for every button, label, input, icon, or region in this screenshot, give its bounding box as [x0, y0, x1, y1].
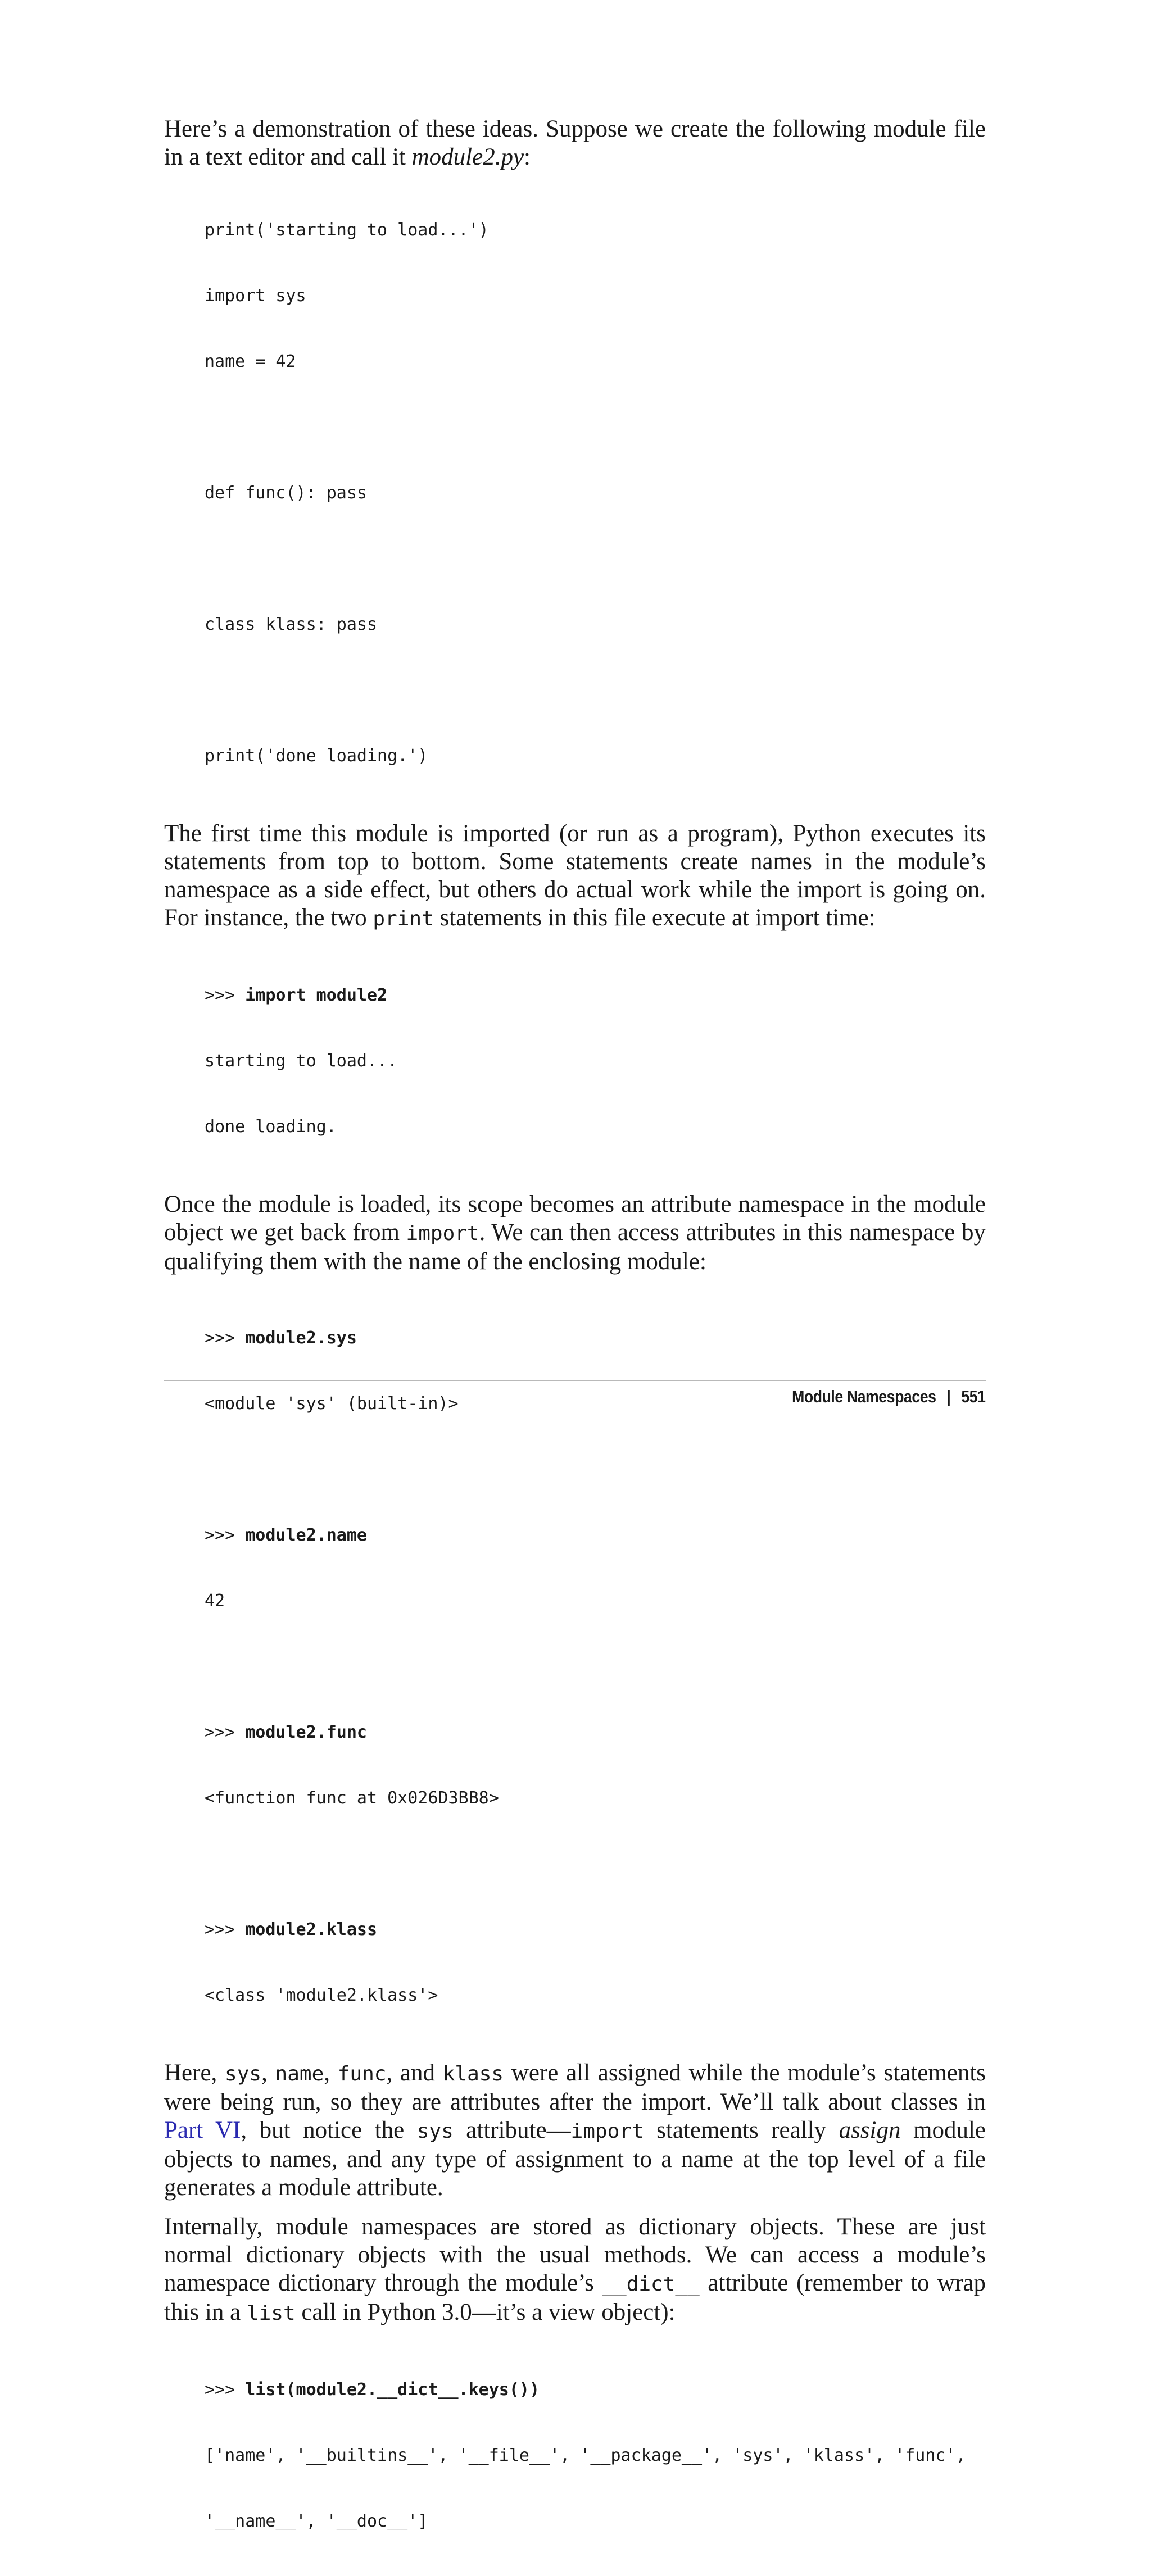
- code-output: <class 'module2.klass'>: [205, 1986, 438, 2005]
- code-block-module2: [164, 175, 986, 811]
- text: Here,: [164, 2060, 225, 2086]
- part-vi-link[interactable]: Part VI: [164, 2117, 241, 2143]
- inline-code: __dict__: [602, 2273, 700, 2296]
- prompt: >>>: [205, 985, 246, 1005]
- code-line: [205, 984, 986, 1006]
- text: Internally, module namespaces are stored as dictionary objects. These are just normal dictionary objects with the usual methods. We can access a module’s namespace dictionary through the module’s: [164, 2214, 986, 2296]
- code-line: [205, 416, 986, 438]
- text: , but notice the: [241, 2117, 417, 2143]
- code-line: [205, 1524, 986, 1546]
- inline-code: name: [275, 2062, 324, 2086]
- code-blank: [205, 1459, 986, 1480]
- emphasis: assign: [839, 2117, 901, 2143]
- command: module2.func: [245, 1723, 367, 1742]
- text: attribute (remember to wrap this in a: [164, 2270, 986, 2325]
- code-line: name = 42: [205, 352, 296, 371]
- text: were all assigned while the module’s statements were being run, so they are attributes after the import. We’ll talk about classes in: [164, 2060, 986, 2115]
- text: ,: [261, 2060, 275, 2086]
- inline-code: sys: [416, 2120, 454, 2143]
- code-blank: [205, 1853, 986, 1875]
- page-number: 551: [961, 1387, 986, 1406]
- inline-code: print: [373, 907, 434, 930]
- code-output: <module 'sys' (built-in)>: [205, 1394, 459, 1414]
- code-line: [205, 679, 986, 701]
- text: . We can then access attributes in this namespace by qualifying them with the name of the enclosing module:: [164, 1219, 986, 1275]
- inline-code: import: [570, 2120, 644, 2143]
- prompt: >>>: [205, 1920, 246, 1939]
- filename: module2.py: [411, 144, 524, 170]
- command: import module2: [245, 985, 388, 1005]
- text: attribute—: [453, 2117, 571, 2143]
- text: :: [524, 144, 531, 170]
- command: module2.name: [245, 1525, 367, 1545]
- code-block-import: [164, 941, 986, 1182]
- code-block-dict: [164, 2335, 986, 2576]
- inline-code: func: [337, 2062, 387, 2086]
- code-line: import sys: [205, 286, 306, 306]
- text: , and: [386, 2060, 443, 2086]
- code-output: starting to load...: [205, 1051, 398, 1071]
- code-line: [205, 1721, 986, 1743]
- code-line: class klass: pass: [205, 615, 378, 634]
- paragraph-execution: [164, 820, 986, 933]
- command: module2.sys: [245, 1328, 357, 1348]
- text: call in Python 3.0—it’s a view object):: [295, 2299, 676, 2325]
- text: statements in this file execute at import time:: [433, 905, 876, 931]
- code-output: <function func at 0x026D3BB8>: [205, 1788, 499, 1808]
- page-footer: [792, 1387, 986, 1407]
- code-line: print('done loading.'): [205, 746, 428, 766]
- text: Once the module is loaded, its scope becomes an attribute namespace in the module object we get back from: [164, 1191, 986, 1246]
- inline-code: list: [246, 2302, 296, 2325]
- code-line: [205, 1919, 986, 1941]
- inline-code: sys: [225, 2062, 262, 2086]
- page-body: [164, 115, 986, 2576]
- text: statements really: [644, 2117, 839, 2143]
- code-output: ['name', '__builtins__', '__file__', '__package__', 'sys', 'klass', 'func',: [205, 2446, 966, 2465]
- paragraph-explanation: [164, 2059, 986, 2202]
- prompt: >>>: [205, 1723, 246, 1742]
- code-output: done loading.: [205, 1117, 337, 1137]
- code-line: [205, 2379, 986, 2401]
- footer-divider: [164, 1380, 986, 1381]
- command: module2.klass: [245, 1920, 378, 1939]
- code-line: def func(): pass: [205, 483, 367, 503]
- text: The first time this module is imported (or run as a program), Python executes its statements from top to bottom. Some statements create names in the module’s namespace as a side effect, but others do actual work while the import is going on. For instance, the two: [164, 820, 986, 931]
- prompt: >>>: [205, 1328, 246, 1348]
- code-output: 42: [205, 1591, 225, 1611]
- inline-code: klass: [442, 2062, 504, 2086]
- footer-separator: |: [946, 1387, 951, 1406]
- paragraph-attributes: [164, 1191, 986, 1276]
- inline-code: import: [406, 1222, 479, 1245]
- prompt: >>>: [205, 2380, 246, 2400]
- paragraph-dict: [164, 2213, 986, 2328]
- code-line: [205, 548, 986, 570]
- code-line: [205, 1327, 986, 1349]
- command: list(module2.__dict__.keys()): [245, 2380, 540, 2400]
- section-title: Module Namespaces: [792, 1387, 936, 1406]
- paragraph-intro: [164, 115, 986, 171]
- code-output: '__name__', '__doc__']: [205, 2511, 428, 2531]
- prompt: >>>: [205, 1525, 246, 1545]
- code-blank: [205, 1656, 986, 1678]
- code-line: print('starting to load...'): [205, 220, 489, 240]
- text: Here’s a demonstration of these ideas. Suppose we create the following module file in a text editor and call it: [164, 116, 986, 170]
- text: module objects to names, and any type of assignment to a name at the top level of a file generates a module attribute.: [164, 2117, 986, 2201]
- text: ,: [324, 2060, 338, 2086]
